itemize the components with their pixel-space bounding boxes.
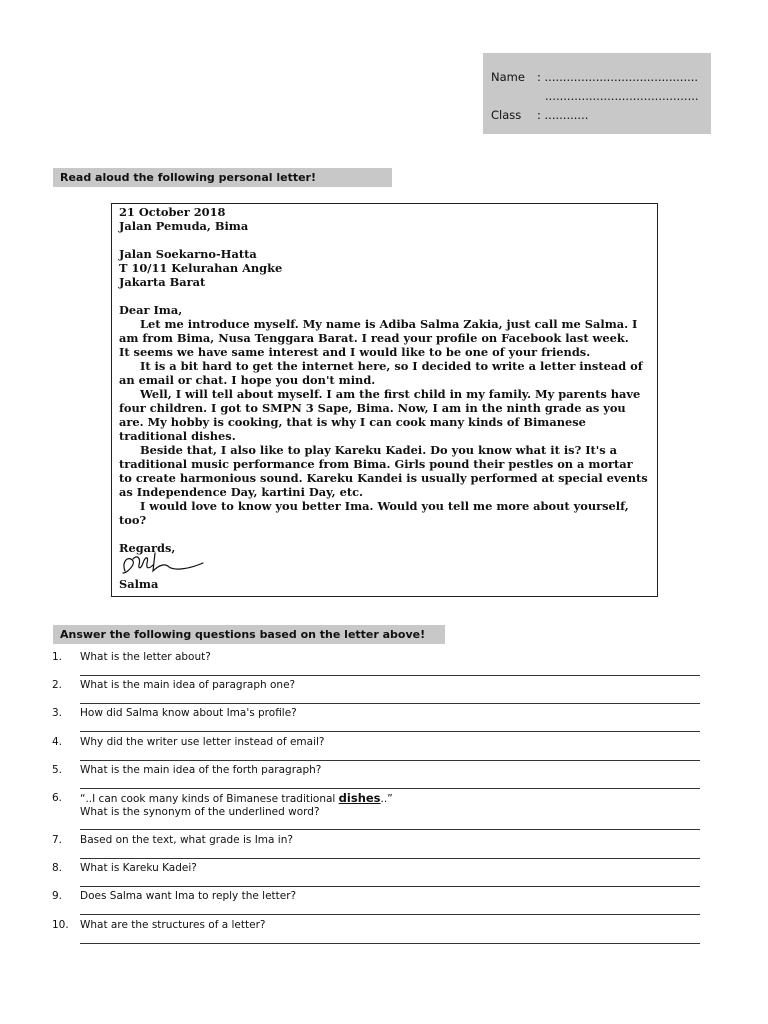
question-number: 5. [52,763,63,776]
question-item [52,679,702,707]
question-number: 2. [52,679,63,692]
answer-line[interactable] [80,829,700,830]
question-text: Based on the text, what grade is Ima in? [80,833,293,846]
question-number: 10. [52,918,69,931]
personal-letter [111,203,658,597]
answer-line[interactable] [80,858,700,859]
question-item [52,651,702,679]
question-text: What is the main idea of the forth paragraph? [80,763,322,776]
answer-line[interactable] [80,914,700,915]
paragraph-3-line: four children. I got to SMPN 3 Sape, Bima. Now, I am in the ninth grade as you [119,401,626,415]
question-number: 3. [52,707,63,720]
question-text: What is Kareku Kadei? [80,862,197,875]
sender-address: Jalan Pemuda, Bima [119,219,249,233]
student-info-box [483,53,711,134]
question-item [52,862,702,890]
question-subtext: What is the synonym of the underlined word? [80,805,320,818]
section-title-letter: Read aloud the following personal letter! [53,168,392,187]
paragraph-3-line: Well, I will tell about myself. I am the first child in my family. My parents have [140,387,641,401]
answer-line[interactable] [80,675,700,676]
class-row [491,106,711,125]
class-label: Class [491,108,522,122]
paragraph-4-line: as Independence Day, kartini Day, etc. [119,485,363,499]
paragraph-3-line: traditional dishes. [119,429,236,443]
question-item [52,919,702,947]
question-number: 7. [52,833,63,846]
section-title-questions: Answer the following questions based on the letter above! [53,625,445,644]
question-text: Does Salma want Ima to reply the letter? [80,890,297,903]
letter-closing: Regards, [119,541,176,555]
answer-line[interactable] [80,886,700,887]
question-text: What is the main idea of paragraph one? [80,679,296,692]
answer-line[interactable] [80,760,700,761]
recipient-address-line: T 10/11 Kelurahan Angke [119,261,283,275]
letter-date: 21 October 2018 [119,205,226,219]
question-number: 1. [52,651,63,663]
recipient-address-line: Jalan Soekarno-Hatta [119,247,257,261]
paragraph-4-line: Beside that, I also like to play Kareku Kadei. Do you know what it is? It's a [140,443,618,457]
question-item [52,707,702,735]
question-item [52,764,702,792]
spacer [119,289,651,303]
quote-prefix: “..I can cook many kinds of Bimanese traditional [80,792,339,805]
class-field[interactable]: : ............ [537,108,589,122]
question-item [52,890,702,918]
paragraph-2-line: It is a bit hard to get the internet here, so I decided to write a letter instead of [140,359,643,373]
question-text [80,792,393,819]
paragraph-4-line: to create harmonious sound. Kareku Kandei is usually performed at special events [119,471,648,485]
letter-greeting: Dear Ima, [119,303,183,317]
question-number: 4. [52,735,63,748]
paragraph-2-line: an email or chat. I hope you don't mind. [119,373,376,387]
question-list [52,651,702,947]
recipient-address-line: Jakarta Barat [119,275,206,289]
paragraph-5-line: I would love to know you better Ima. Would you tell me more about yourself, [140,499,629,513]
question-text: How did Salma know about Ima's profile? [80,707,297,720]
answer-line[interactable] [80,943,700,944]
paragraph-1-line: It seems we have same interest and I would like to be one of your friends. [119,345,591,359]
answer-line[interactable] [80,788,700,789]
question-item [52,792,702,834]
paragraph-3-line: are. My hobby is cooking, that is why I can cook many kinds of Bimanese [119,415,586,429]
name-field[interactable]: : .......................................... [537,70,699,84]
answer-line[interactable] [80,703,700,704]
paragraph-1-line: am from Bima, Nusa Tenggara Barat. I read your profile on Facebook last week. [119,331,629,345]
question-text: Why did the writer use letter instead of email? [80,735,325,748]
spacer [119,527,651,541]
spacer [119,233,651,247]
quote-suffix: ..” [380,792,393,805]
question-number: 9. [52,890,63,903]
name-field-continuation[interactable]: .......................................... [545,89,699,103]
question-item [52,736,702,764]
paragraph-5-line: too? [119,513,147,527]
name-label: Name [491,70,525,84]
question-item [52,834,702,862]
paragraph-1-line: Let me introduce myself. My name is Adiba Salma Zakia, just call me Salma. I [140,317,638,331]
question-text: What is the letter about? [80,651,211,663]
underlined-word: dishes [338,790,381,805]
signature-name: Salma [119,577,159,591]
question-number: 8. [52,862,63,875]
answer-line[interactable] [80,731,700,732]
question-text: What are the structures of a letter? [80,918,266,931]
name-row [491,68,711,87]
question-number: 6. [52,791,63,804]
paragraph-4-line: traditional music performance from Bima. Girls pound their pestles on a mortar [119,457,633,471]
